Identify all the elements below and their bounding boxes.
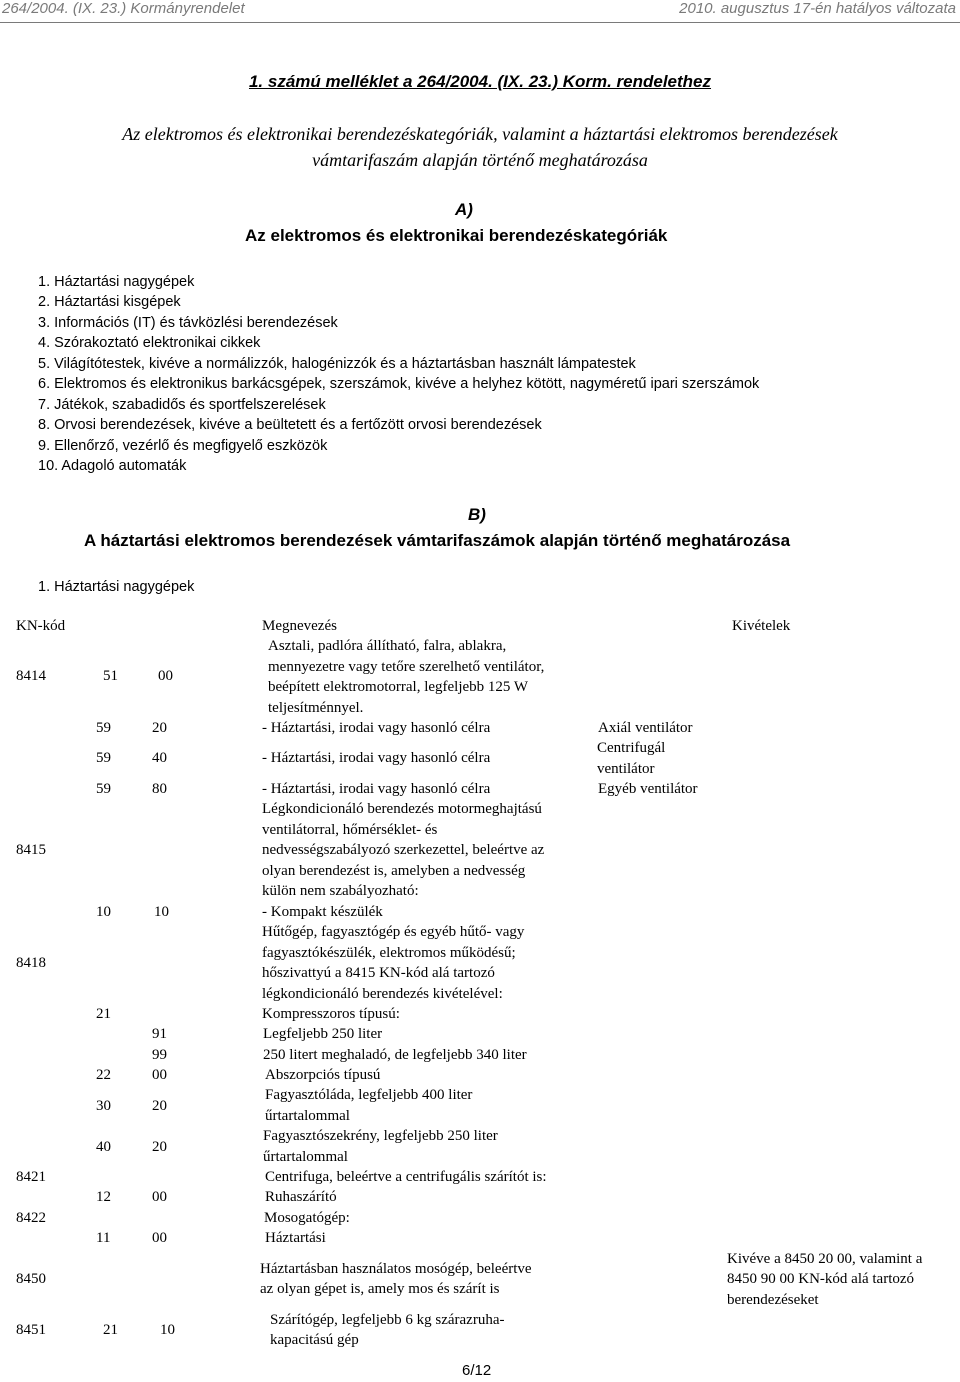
description-line: Centrifuga, beleértve a centrifugális szárítót is: (265, 1169, 547, 1185)
kn-code-sub: 59 (96, 781, 111, 797)
category-item: 2. Háztartási kisgépek (38, 294, 181, 310)
kn-code-sub: 59 (96, 750, 111, 766)
section-a-title: Az elektromos és elektronikai berendezéskategóriák (245, 226, 668, 245)
header-left: 264/2004. (IX. 23.) Kormányrendelet (2, 0, 245, 17)
description-line: Kompresszoros típusú: (262, 1006, 400, 1022)
main-title-line1: Az elektromos és elektronikai berendezéskategóriák, valamint a háztartási elektromos berendezések (122, 124, 838, 144)
kn-code-sub: 21 (96, 1006, 111, 1022)
kn-code-item: 40 (152, 750, 167, 766)
exception-line: Kivéve a 8450 20 00, valamint a (727, 1251, 923, 1267)
description-line: - Háztartási, irodai vagy hasonló célra (262, 781, 491, 797)
kn-code-sub: 40 (96, 1139, 111, 1155)
category-item: 1. Háztartási nagygépek (38, 274, 195, 290)
description-line: nedvességszabályozó szerkezettel, beleértve az (262, 842, 545, 858)
exception-line: berendezéseket (727, 1292, 819, 1308)
exception-line: Centrifugál (597, 740, 666, 756)
kn-code-item: 10 (154, 904, 169, 920)
description-line: mennyezetre vagy tetőre szerelhető ventilátor, (268, 659, 545, 675)
kn-code-heading: 8450 (16, 1271, 46, 1287)
description-line: beépített elektromotorral, legfeljebb 125 W (268, 679, 529, 695)
description-line: Hűtőgép, fagyasztógép és egyéb hűtő- vagy (262, 924, 525, 940)
description-line: légkondicionáló berendezés kivételével: (262, 986, 503, 1002)
kn-code-item: 91 (152, 1026, 167, 1042)
header-rule (0, 22, 960, 23)
description-line: külön nem szabályozható: (262, 883, 419, 899)
description-line: - Háztartási, irodai vagy hasonló célra (262, 750, 491, 766)
description-line: teljesítménnyel. (268, 700, 364, 716)
kn-code-item: 20 (152, 720, 167, 736)
description-line: hőszivattyú a 8415 KN-kód alá tartozó (262, 965, 495, 981)
header-exceptions: Kivételek (732, 618, 791, 634)
exception-line: ventilátor (597, 761, 655, 777)
main-title-line2: vámtarifaszám alapján történő meghatározása (312, 150, 648, 170)
kn-code-sub: 51 (103, 668, 118, 684)
kn-code-item: 20 (152, 1098, 167, 1114)
category-item: 6. Elektromos és elektronikus barkácsgépek, szerszámok, kivéve a helyhez kötött, nagyméretű ipari szerszámok (38, 376, 760, 392)
header-code: KN-kód (16, 618, 66, 634)
exception-line: Egyéb ventilátor (598, 781, 698, 797)
kn-code-heading: 8415 (16, 842, 46, 858)
description-line: kapacitású gép (270, 1332, 359, 1348)
category-item: 7. Játékok, szabadidős és sportfelszerelések (38, 397, 326, 413)
page-number: 6/12 (462, 1362, 492, 1379)
kn-code-heading: 8451 (16, 1322, 46, 1338)
description-line: Ruhaszárító (265, 1189, 337, 1205)
section-b-title: A háztartási elektromos berendezések vámtarifaszámok alapján történő meghatározása (84, 531, 791, 550)
header-right: 2010. augusztus 17-én hatályos változata (679, 0, 956, 17)
description-line: Légkondicionáló berendezés motormeghajtású (262, 801, 542, 817)
category-item: 8. Orvosi berendezések, kivéve a beültetett és a fertőzött orvosi berendezések (38, 417, 542, 433)
kn-code-item: 00 (152, 1230, 167, 1246)
kn-code-heading: 8422 (16, 1210, 46, 1226)
header-name: Megnevezés (262, 618, 337, 634)
category-item: 3. Információs (IT) és távközlési berendezések (38, 315, 338, 331)
exception-line: Axiál ventilátor (598, 720, 693, 736)
section-a-heading: A) (455, 200, 473, 219)
description-line: - Háztartási, irodai vagy hasonló célra (262, 720, 491, 736)
description-line: Fagyasztóláda, legfeljebb 400 liter (265, 1087, 473, 1103)
description-line: Háztartásban használatos mosógép, beleértve (260, 1261, 532, 1277)
section-b-subheading: 1. Háztartási nagygépek (38, 579, 195, 595)
kn-code-heading: 8418 (16, 955, 46, 971)
description-line: űrtartalommal (263, 1149, 348, 1165)
page-header (0, 0, 960, 22)
kn-code-sub: 21 (103, 1322, 118, 1338)
description-line: 250 litert meghaladó, de legfeljebb 340 liter (263, 1047, 527, 1063)
description-line: Abszorpciós típusú (265, 1067, 381, 1083)
description-line: Legfeljebb 250 liter (263, 1026, 383, 1042)
kn-code-sub: 59 (96, 720, 111, 736)
kn-code-sub: 30 (96, 1098, 111, 1114)
kn-code-item: 10 (160, 1322, 175, 1338)
kn-code-heading: 8414 (16, 668, 46, 684)
kn-code-item: 20 (152, 1139, 167, 1155)
kn-code-sub: 10 (96, 904, 111, 920)
description-line: űrtartalommal (265, 1108, 350, 1124)
kn-code-item: 00 (152, 1189, 167, 1205)
description-line: fagyasztókészülék, elektromos működésű; (262, 945, 516, 961)
description-line: Asztali, padlóra állítható, falra, ablakra, (268, 638, 507, 654)
kn-code-item: 00 (158, 668, 173, 684)
annex-title: 1. számú melléklet a 264/2004. (IX. 23.) Korm. rendelethez (248, 72, 712, 91)
description-line: Szárítógép, legfeljebb 6 kg szárazruha- (270, 1312, 505, 1328)
description-line: ventilátorral, hőmérséklet- és (262, 822, 438, 838)
category-item: 9. Ellenőrző, vezérlő és megfigyelő eszközök (38, 438, 328, 454)
category-item: 10. Adagoló automaták (38, 458, 187, 474)
kn-code-sub: 22 (96, 1067, 111, 1083)
exception-line: 8450 90 00 KN-kód alá tartozó (727, 1271, 915, 1287)
kn-code-item: 99 (152, 1047, 167, 1063)
kn-code-heading: 8421 (16, 1169, 46, 1185)
kn-code-sub: 11 (96, 1230, 111, 1246)
description-line: Mosogatógép: (264, 1210, 350, 1226)
description-line: Háztartási (265, 1230, 326, 1246)
kn-code-item: 80 (152, 781, 167, 797)
category-item: 5. Világítótestek, kivéve a normálizzók, halogénizzók és a háztartásban használt lámpatestek (38, 356, 636, 372)
description-line: Fagyasztószekrény, legfeljebb 250 liter (263, 1128, 498, 1144)
kn-code-item: 00 (152, 1067, 167, 1083)
description-line: az olyan gépet is, amely mos és szárít is (260, 1281, 500, 1297)
description-line: - Kompakt készülék (262, 904, 383, 920)
description-line: olyan berendezést is, amelyben a nedvesség (262, 863, 526, 879)
section-b-heading: B) (468, 505, 486, 524)
kn-code-sub: 12 (96, 1189, 111, 1205)
category-item: 4. Szórakoztató elektronikai cikkek (38, 335, 261, 351)
